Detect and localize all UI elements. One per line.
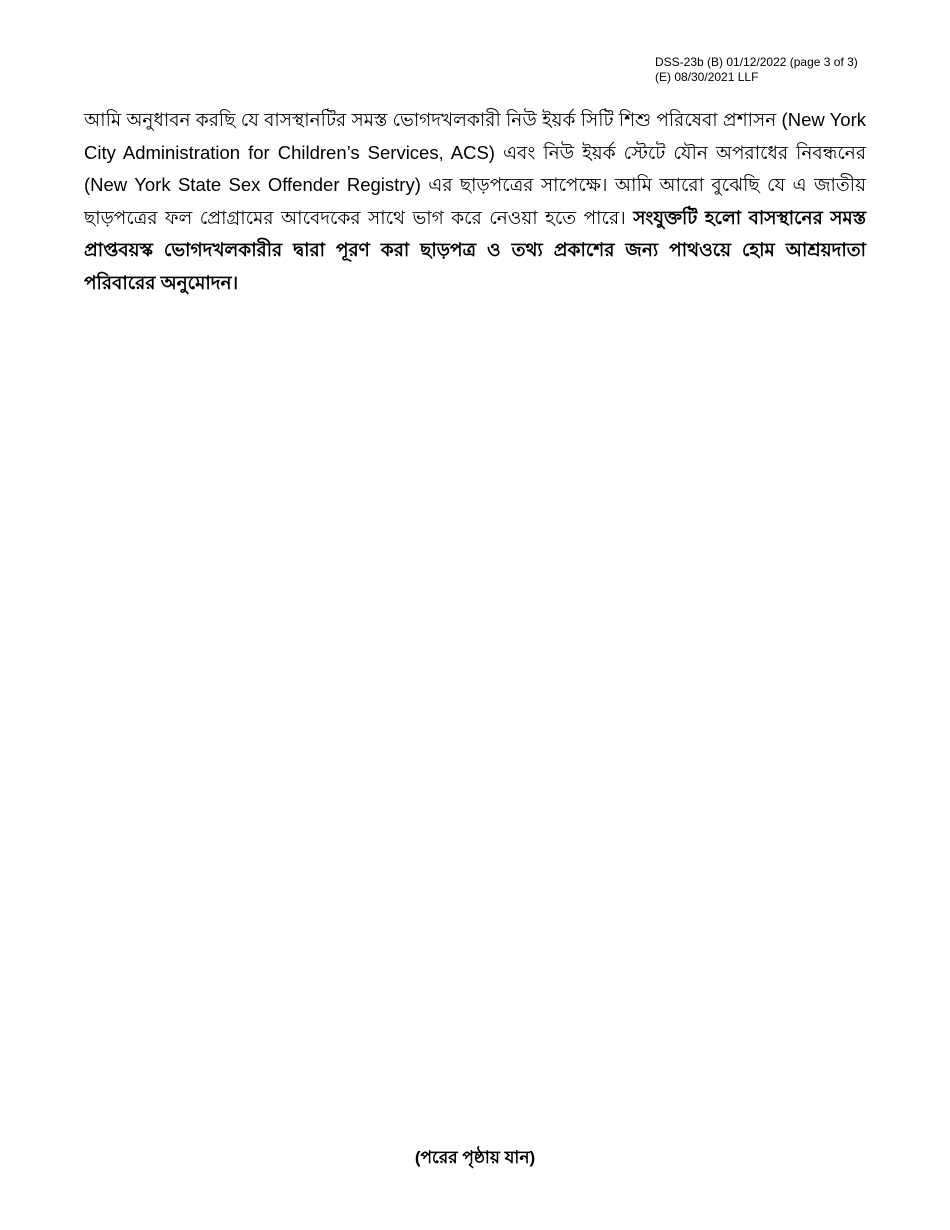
attachment-statement: সংযুক্তটি হলো বাসস্থানের সমস্ত প্রাপ্তবয়স্ক ভোগদখলকারীর দ্বারা পূরণ করা ছাড়পত্র ও তথ্য প্রকাশের জন্য পাথওয়ে হোম আশ্রয়দাতা পরিবারের অনুমোদন।	[84, 206, 866, 293]
consent-paragraph	[84, 104, 866, 299]
form-edition: (E) 08/30/2021 LLF	[655, 70, 759, 84]
consent-text: আমি অনুধাবন করছি যে বাসস্থানটির সমস্ত ভোগদখলকারী নিউ ইয়র্ক সিটি শিশু পরিষেবা প্রশাসন (New York City Administration for Children’s Services, ACS) এবং নিউ ইয়র্ক স্টেটে যৌন অপরাধের নিবন্ধনের (New York State Sex Offender Registry) এর ছাড়পত্রের সাপেক্ষে। আমি আরো বুঝেছি যে এ জাতীয় ছাড়পত্রের ফল প্রোগ্রামের আবেদকের সাথে ভাগ করে নেওয়া হতে পারে।	[84, 109, 866, 228]
continue-note: (পরের পৃষ্ঠায় যান)	[414, 1148, 536, 1167]
form-code: DSS-23b (B) 01/12/2022 (page 3 of 3)	[655, 55, 858, 69]
form-header	[655, 55, 858, 85]
